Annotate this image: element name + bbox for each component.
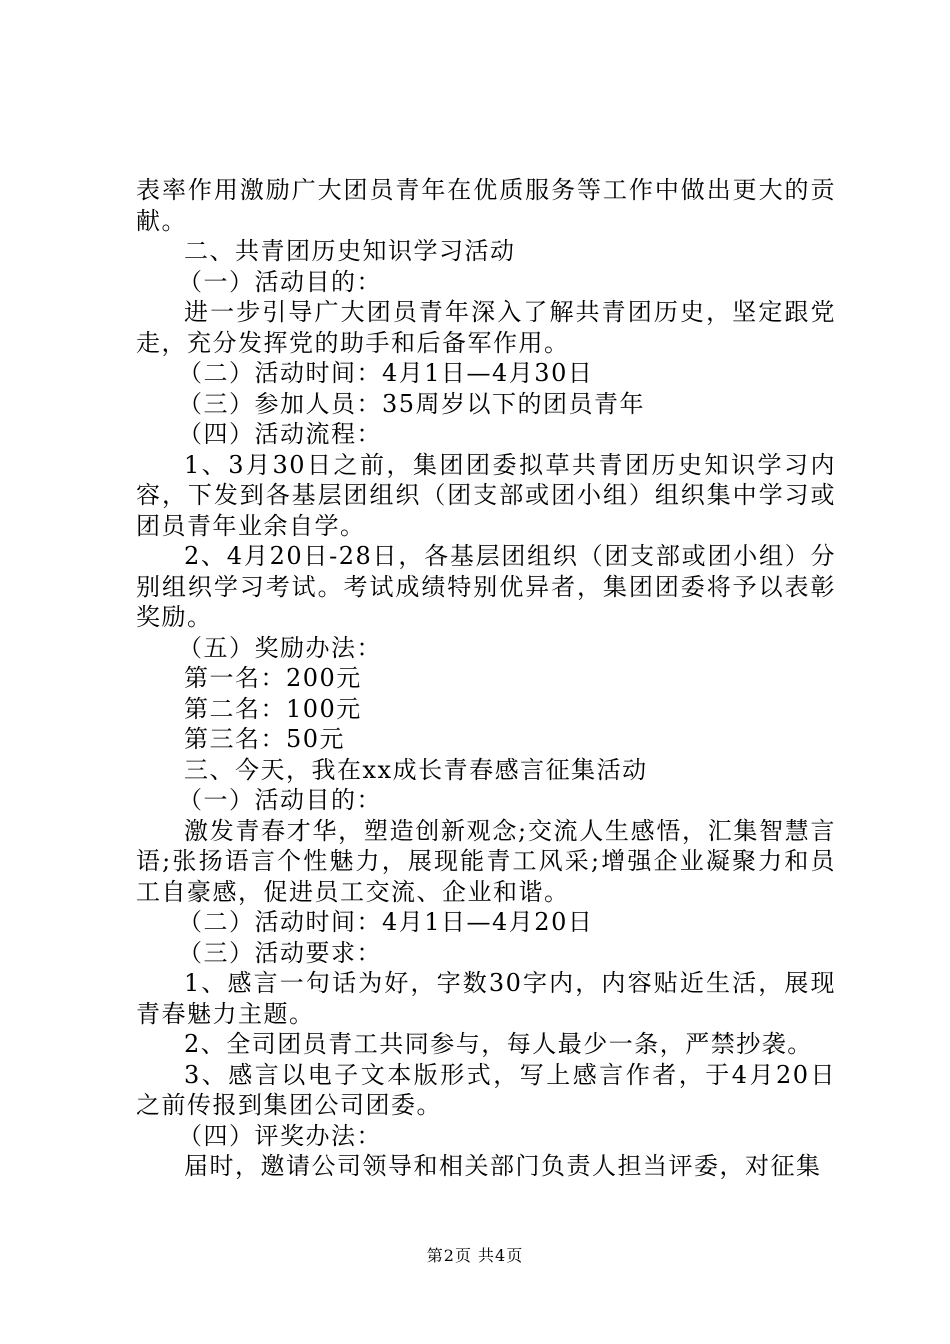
paragraph: 表率作用激励广大团员青年在优质服务等工作中做出更大的贡献。 (136, 176, 836, 235)
subsection-heading: （五）奖励办法： (178, 633, 382, 662)
paragraph: 进一步引导广大团员青年深入了解共青团历史，坚定跟党走，充分发挥党的助手和后备军作用。 (136, 298, 836, 357)
subsection-heading: （一）活动目的： (178, 267, 382, 296)
subsection-heading: （一）活动目的： (178, 786, 382, 814)
subsection-heading: （二）活动时间：4月1日—4月30日 (178, 359, 594, 387)
subsection-heading: （三）活动要求： (178, 938, 382, 967)
prize-item: 第二名：100元 (184, 694, 362, 723)
list-item: 2、4月20日-28日，各基层团组织（团支部或团小组）分别组织学习考试。考试成绩特别优异者，集团团委将予以表彰奖励。 (136, 542, 836, 631)
prize-item: 第三名：50元 (184, 725, 346, 753)
subsection-heading: （四）评奖办法： (178, 1121, 382, 1150)
document-body (136, 175, 836, 1182)
list-item: 1、感言一句话为好，字数30字内，内容贴近生活，展现青春魅力主题。 (136, 969, 836, 1028)
subsection-heading: （三）参加人员：35周岁以下的团员青年 (178, 389, 646, 418)
section-heading: 二、共青团历史知识学习活动 (184, 237, 516, 265)
paragraph: 届时，邀请公司领导和相关部门负责人担当评委，对征集 (184, 1152, 822, 1180)
subsection-heading: （二）活动时间：4月1日—4月20日 (178, 908, 594, 936)
list-item: 3、感言以电子文本版形式，写上感言作者，于4月20日之前传报到集团公司团委。 (136, 1060, 836, 1119)
subsection-heading: （四）活动流程： (178, 420, 382, 448)
list-item: 1、3月30日之前，集团团委拟草共青团历史知识学习内容，下发到各基层团组织（团支部或团小组）组织集中学习或团员青年业余自学。 (136, 450, 836, 540)
list-item: 2、全司团员青工共同参与，每人最少一条，严禁抄袭。 (184, 1030, 813, 1058)
paragraph: 激发青春才华，塑造创新观念;交流人生感悟，汇集智慧言语;张扬语言个性魅力，展现能青工风采;增强企业凝聚力和员工自豪感，促进员工交流、企业和谐。 (136, 816, 836, 906)
page-number-footer: 第2页 共4页 (426, 1246, 524, 1265)
prize-item: 第一名：200元 (184, 664, 362, 692)
section-heading: 三、今天，我在xx成长青春感言征集活动 (184, 755, 648, 784)
